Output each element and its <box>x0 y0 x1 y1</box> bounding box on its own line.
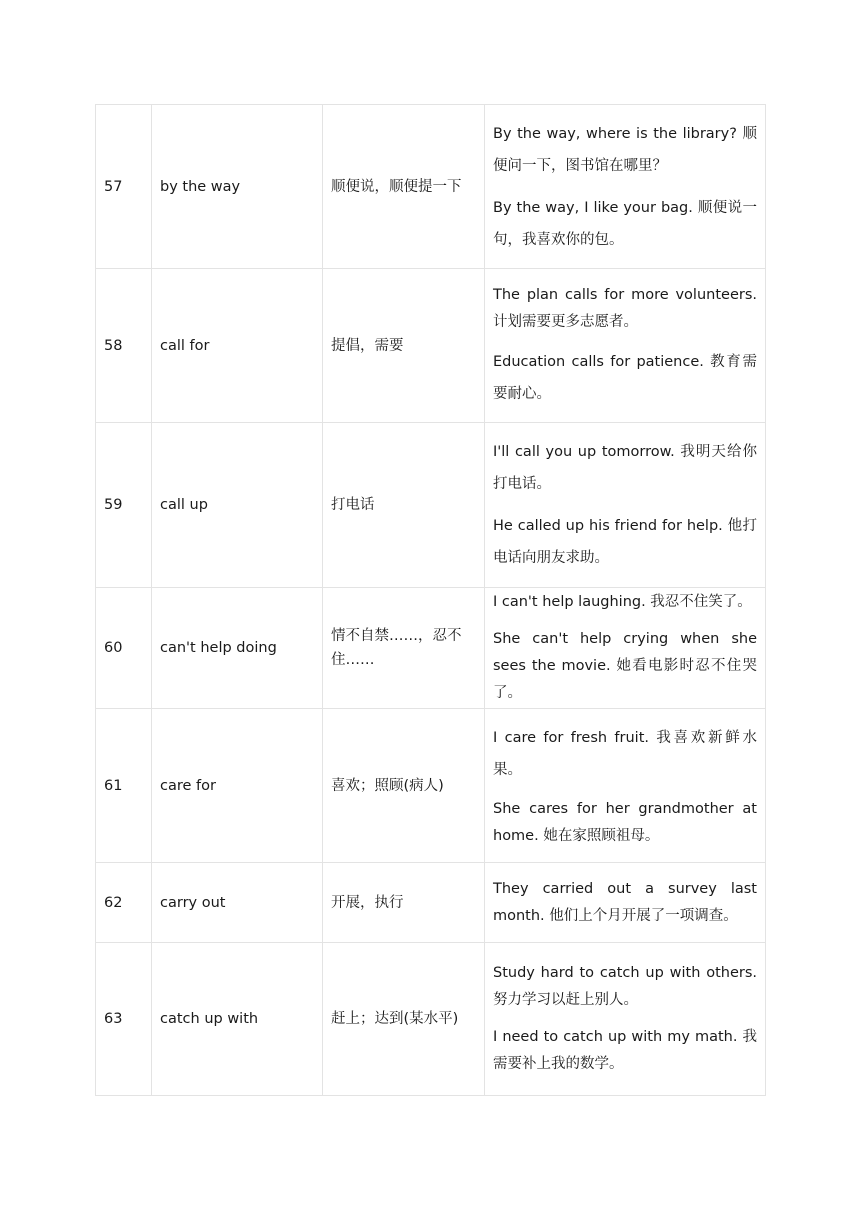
example-sentence: She can't help crying when she sees the movie. 她看电影时忍不住哭了。 <box>493 631 757 701</box>
phrase-cell: call for <box>152 269 323 423</box>
example-sentence: I can't help laughing. 我忍不住笑了。 <box>493 594 752 610</box>
meaning-cell: 打电话 <box>323 423 485 588</box>
entry-number: 59 <box>96 423 152 588</box>
meaning-cell: 开展，执行 <box>323 863 485 943</box>
phrase-cell: can't help doing <box>152 588 323 709</box>
phrase-table <box>95 104 766 1096</box>
phrase-cell: by the way <box>152 105 323 269</box>
phrase-cell: catch up with <box>152 943 323 1096</box>
table-row <box>96 269 766 423</box>
meaning-cell: 情不自禁……，忍不住…… <box>323 588 485 709</box>
meaning-cell: 顺便说，顺便提一下 <box>323 105 485 269</box>
example-sentence: The plan calls for more volunteers. 计划需要更多志愿者。 <box>493 286 757 330</box>
table-row <box>96 709 766 863</box>
examples-cell <box>485 269 766 423</box>
entry-number: 61 <box>96 709 152 863</box>
meaning-cell: 提倡，需要 <box>323 269 485 423</box>
meaning-cell: 赶上；达到(某水平) <box>323 943 485 1096</box>
entry-number: 57 <box>96 105 152 269</box>
phrase-cell: carry out <box>152 863 323 943</box>
example-sentence: By the way, I like your bag. 顺便说一句，我喜欢你的包。 <box>493 199 757 248</box>
table-row <box>96 423 766 588</box>
examples-cell <box>485 423 766 588</box>
examples-cell <box>485 709 766 863</box>
phrase-cell: care for <box>152 709 323 863</box>
example-sentence: She cares for her grandmother at home. 她在家照顾祖母。 <box>493 800 757 844</box>
example-sentence: I'll call you up tomorrow. 我明天给你打电话。 <box>493 444 757 492</box>
examples-cell <box>485 588 766 709</box>
example-sentence: I need to catch up with my math. 我需要补上我的数学。 <box>493 1029 757 1072</box>
example-sentence: Education calls for patience. 教育需要耐心。 <box>493 353 757 402</box>
entry-number: 62 <box>96 863 152 943</box>
entry-number: 60 <box>96 588 152 709</box>
table-row <box>96 588 766 709</box>
examples-cell <box>485 943 766 1096</box>
table-row <box>96 943 766 1096</box>
example-sentence: They carried out a survey last month. 他们上个月开展了一项调查。 <box>493 880 757 924</box>
examples-cell <box>485 863 766 943</box>
example-sentence: I care for fresh fruit. 我喜欢新鲜水果。 <box>493 729 757 778</box>
example-sentence: He called up his friend for help. 他打电话向朋友求助。 <box>493 518 757 566</box>
example-sentence: Study hard to catch up with others. 努力学习以赶上别人。 <box>493 965 757 1008</box>
table-row <box>96 105 766 269</box>
example-sentence: By the way, where is the library? 顺便问一下，图书馆在哪里？ <box>493 125 757 174</box>
examples-cell <box>485 105 766 269</box>
table-row <box>96 863 766 943</box>
entry-number: 58 <box>96 269 152 423</box>
meaning-cell: 喜欢；照顾(病人) <box>323 709 485 863</box>
phrase-cell: call up <box>152 423 323 588</box>
entry-number: 63 <box>96 943 152 1096</box>
